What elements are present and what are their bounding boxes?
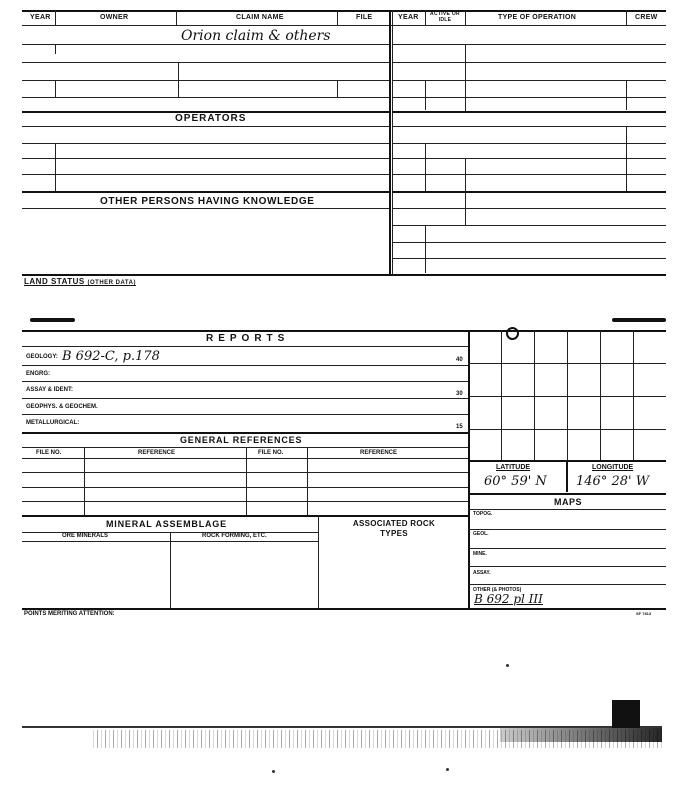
rock-forming-label: ROCK FORMING, ETC. xyxy=(202,533,267,539)
scan-smudge-left xyxy=(30,318,75,322)
header-year-2: YEAR xyxy=(398,14,419,21)
latitude-value: 60° 59' N xyxy=(484,474,547,489)
maps-other-value: B 692 pl III xyxy=(474,592,543,606)
ref-header-reference-2: REFERENCE xyxy=(360,450,398,456)
land-status-note: (OTHER DATA) xyxy=(87,280,136,286)
latitude-label: LATITUDE xyxy=(496,464,531,471)
header-file: FILE xyxy=(356,14,373,21)
general-references-heading: GENERAL REFERENCES xyxy=(180,435,303,445)
assay-ident-number: 30 xyxy=(456,391,463,397)
header-type-of-operation: TYPE OF OPERATION xyxy=(498,14,577,21)
header-owner: OWNER xyxy=(100,14,129,21)
form-number: SF 7813 xyxy=(636,611,652,616)
maps-other-label: OTHER (& PHOTOS) xyxy=(473,587,522,593)
metallurgical-number: 15 xyxy=(456,424,463,430)
scan-smudge-right xyxy=(612,318,666,322)
associated-rock-types-heading: ASSOCIATED ROCK TYPES xyxy=(352,519,436,538)
hole-punch-mark xyxy=(506,327,519,340)
land-status-heading xyxy=(24,277,136,286)
metallurgical-label: METALLURGICAL: xyxy=(26,420,80,426)
ref-header-file-no-1: FILE NO. xyxy=(36,450,62,456)
scan-dark-block xyxy=(612,700,640,728)
ref-header-file-no-2: FILE NO. xyxy=(258,450,284,456)
longitude-value: 146° 28' W xyxy=(576,474,650,489)
header-active-idle: ACTIVE OR IDLE xyxy=(430,11,460,23)
header-year: YEAR xyxy=(30,14,51,21)
maps-topog-label: TOPOG. xyxy=(473,511,493,517)
land-status-label: LAND STATUS xyxy=(24,277,85,286)
longitude-label: LONGITUDE xyxy=(592,464,634,471)
maps-mine-label: MINE. xyxy=(473,551,487,557)
geophys-geochem-label: GEOPHYS. & GEOCHEM. xyxy=(26,404,98,410)
ore-minerals-label: ORE MINERALS xyxy=(62,533,109,539)
points-meriting-attention: POINTS MERITING ATTENTION: xyxy=(24,611,115,617)
other-persons-heading: OTHER PERSONS HAVING KNOWLEDGE xyxy=(100,196,315,207)
maps-heading: MAPS xyxy=(554,497,583,507)
reports-heading: REPORTS xyxy=(206,333,290,344)
claim-name-entry: Orion claim & others xyxy=(181,28,331,44)
maps-assay-label: ASSAY. xyxy=(473,570,491,576)
ref-header-reference-1: REFERENCE xyxy=(138,450,176,456)
scan-dark-smear xyxy=(500,728,662,742)
geology-value: B 692-C, p.178 xyxy=(62,349,160,364)
header-claim-name: CLAIM NAME xyxy=(236,14,284,21)
mineral-assemblage-heading: MINERAL ASSEMBLAGE xyxy=(106,519,227,529)
header-crew: CREW xyxy=(635,14,658,21)
engrg-label: ENGRG: xyxy=(26,371,50,377)
operators-heading: OPERATORS xyxy=(175,113,247,124)
geology-number: 40 xyxy=(456,357,463,363)
maps-geol-label: GEOL. xyxy=(473,531,489,537)
geology-label: GEOLOGY: xyxy=(26,354,58,360)
assay-ident-label: ASSAY & IDENT: xyxy=(26,387,74,393)
